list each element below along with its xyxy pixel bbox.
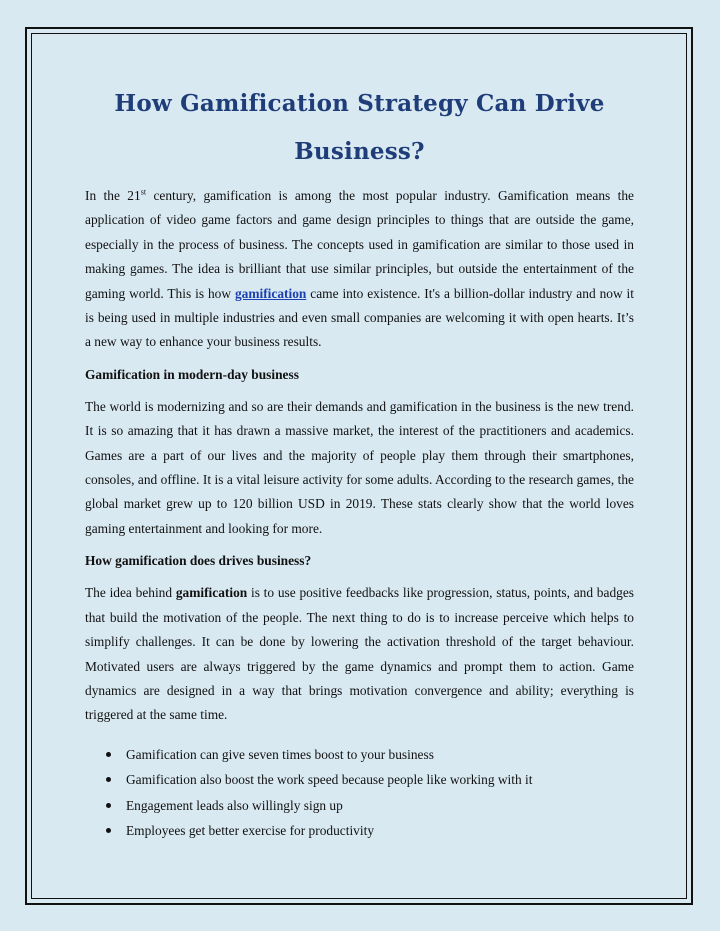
list-item <box>85 742 634 768</box>
title-line-2: Business? <box>294 138 425 165</box>
bullet-icon <box>106 803 111 808</box>
title-line-1: How Gamification Strategy Can Drive <box>114 90 605 117</box>
bullet-icon <box>106 828 111 833</box>
list-item <box>85 793 634 819</box>
intro-text-1: In the 21 <box>85 188 141 203</box>
drives-text-1: The idea behind <box>85 585 176 601</box>
section-heading-drives-business: How gamification does drives business? <box>85 553 312 569</box>
article-title <box>85 80 634 176</box>
article <box>85 80 634 844</box>
list-item-text: Engagement leads also willingly sign up <box>126 797 343 813</box>
intro-text-3: came into existence. It's a billion-dollar industry and now it is being used in multiple industries and even small companies are welcoming it with open hearts. It’s a new way to enhance your business results. <box>85 285 634 350</box>
drives-text-2: is to use positive feedbacks like progression, status, points, and badges that build the motivation of the people. The next thing to do is to increase perceive which helps to simplify challenges. It can be done by lowering the activation threshold of the target behaviour. Motivated users are always triggered by the game dynamics and prompt them to action. Game dynamics are designed in a way that brings motivation convergence and ability; everything is triggered at the same time. <box>85 585 634 723</box>
benefits-list <box>85 742 634 844</box>
list-item-text: Gamification can give seven times boost to your business <box>126 746 434 762</box>
bullet-icon <box>106 777 111 782</box>
intro-superscript: st <box>140 187 147 197</box>
section-heading-modern-business: Gamification in modern-day business <box>85 366 299 382</box>
intro-text-2: century, gamification is among the most popular industry. Gamification means the application of video game factors and game design principles to things that are outside the game, especially in the process of business. The concepts used in gamification are similar to those used in making games. The idea is brilliant that use similar principles, but outside the entertainment of the gaming world. This is how <box>85 188 634 301</box>
list-item <box>85 818 634 844</box>
bullet-icon <box>106 752 111 757</box>
section-body-drives-business <box>85 581 634 727</box>
section-body-modern-business: The world is modernizing and so are their demands and gamification in the business is the new trend. It is so amazing that it has drawn a massive market, the interest of the practitioners and academics. Games are a part of our lives and the majority of people play them through their smartphones, consoles, and offline. It is a vital leisure activity for some adults. According to the research games, the global market grew up to 120 billion USD in 2019. These stats clearly show that the world loves gaming entertainment and looking for more. <box>85 398 634 536</box>
list-item <box>85 767 634 793</box>
drives-bold-term: gamification <box>175 585 248 601</box>
intro-paragraph <box>85 184 634 355</box>
list-item-text: Gamification also boost the work speed because people like working with it <box>126 772 533 788</box>
list-item-text: Employees get better exercise for productivity <box>126 823 375 839</box>
gamification-link[interactable]: gamification <box>234 285 307 301</box>
